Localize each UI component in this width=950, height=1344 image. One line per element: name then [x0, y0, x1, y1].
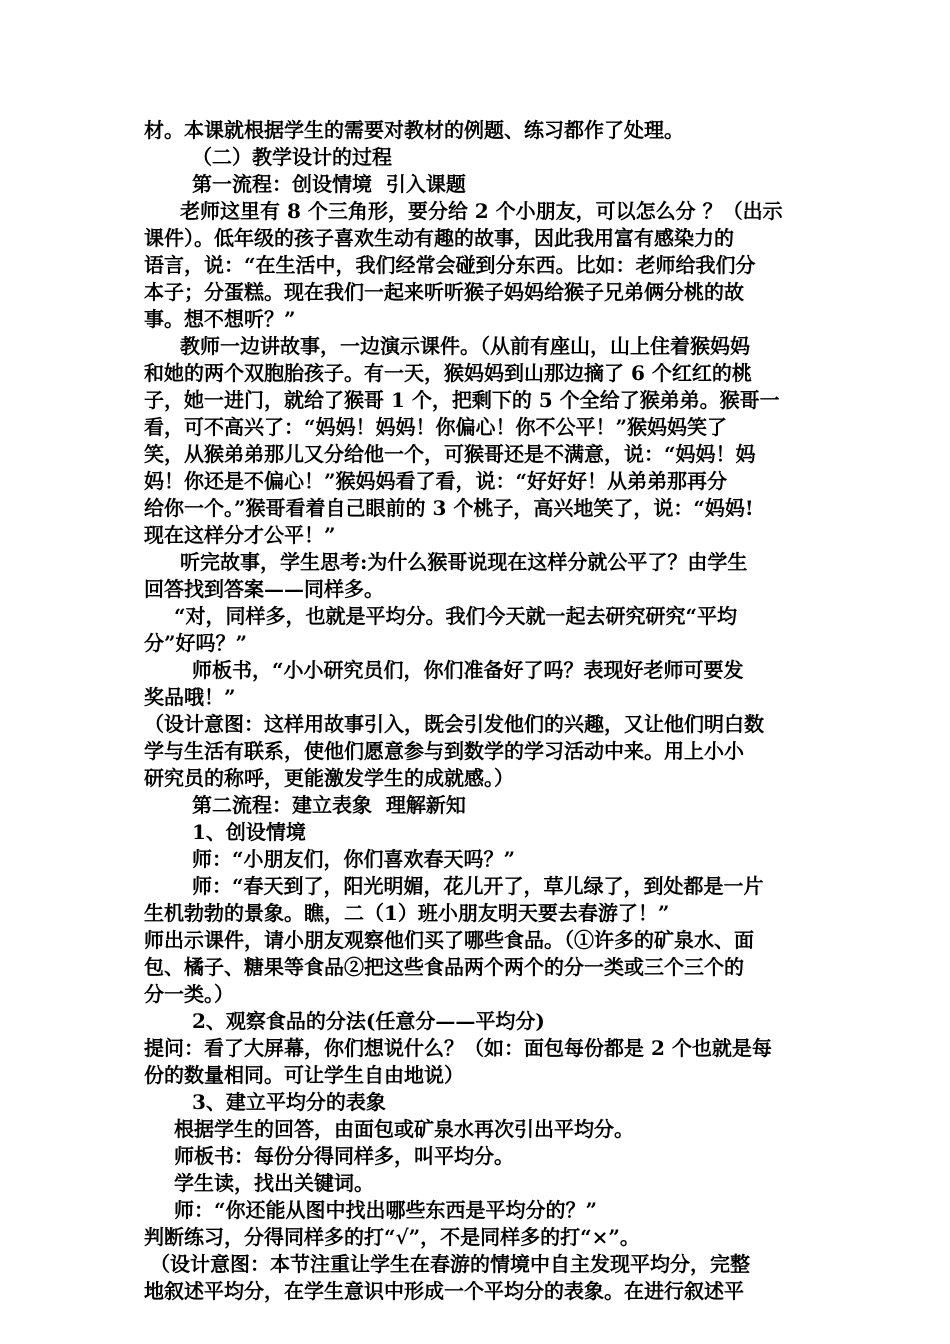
text-line: （二）教学设计的过程 — [192, 145, 392, 169]
text-line: 3、建立平均分的表象 — [192, 1090, 386, 1114]
text-line: 研究员的称呼，更能激发学生的成就感。） — [144, 766, 514, 790]
text-line: 老师这里有 8 个三角形，要分给 2 个小朋友，可以怎么分 ？（出示 — [180, 199, 783, 223]
text-line: 地叙述平均分，在学生意识中形成一个平均分的表象。在进行叙述平 — [144, 1279, 744, 1303]
text-line: 师：“春天到了，阳光明媚，花儿开了，草儿绿了，到处都是一片 — [192, 874, 764, 898]
text-line: 给你一个。”猴哥看着自己眼前的 3 个桃子，高兴地笑了，说：“妈妈! — [144, 496, 754, 520]
text-line: 2、观察食品的分法(任意分——平均分) — [192, 1009, 545, 1033]
text-line: （设计意图：这样用故事引入，既会引发他们的兴趣，又让他们明白数 — [144, 712, 764, 736]
text-line: 包、橘子、糖果等食品②把这些食品两个两个的分一类或三个三个的 — [144, 955, 744, 979]
text-line: 判断练习，分得同样多的打“√”，不是同样多的打“×”。 — [144, 1225, 640, 1249]
text-line: 师板书，“小小研究员们，你们准备好了吗？表现好老师可要发 — [192, 658, 744, 682]
text-line: 教师一边讲故事，一边演示课件。（从前有座山，山上住着猴妈妈 — [180, 334, 750, 358]
text-line: 提问：看了大屏幕，你们想说什么？（如：面包每份都是 2 个也就是每 — [144, 1036, 772, 1060]
text-line: 学与生活有联系，使他们愿意参与到数学的学习活动中来。用上小小 — [144, 739, 744, 763]
text-line: 回答找到答案——同样多。 — [144, 577, 384, 601]
text-line: 材。本课就根据学生的需要对教材的例题、练习都作了处理。 — [144, 118, 684, 142]
text-line: 根据学生的回答，由面包或矿泉水再次引出平均分。 — [174, 1117, 634, 1141]
text-line: 分”好吗？” — [144, 631, 248, 655]
text-line: 子，她一进门，就给了猴哥 1 个，把剩下的 5 个全给了猴弟弟。猴哥一 — [144, 388, 780, 412]
text-line: 师出示课件，请小朋友观察他们买了哪些食品。（①许多的矿泉水、面 — [144, 928, 754, 952]
text-line: 师：“你还能从图中找出哪些东西是平均分的？” — [174, 1198, 598, 1222]
text-line: 份的数量相同。可让学生自由地说） — [144, 1063, 464, 1087]
text-line: 语言，说：“在生活中，我们经常会碰到分东西。比如：老师给我们分 — [144, 253, 756, 277]
text-line: 和她的两个双胞胎孩子。有一天，猴妈妈到山那边摘了 6 个红红的桃 — [144, 361, 752, 385]
text-line: 分一类。） — [144, 982, 234, 1006]
text-line: 生机勃勃的景象。瞧，二（1）班小朋友明天要去春游了！” — [144, 901, 670, 925]
text-line: 课件）。低年级的孩子喜欢生动有趣的故事，因此我用富有感染力的 — [144, 226, 734, 250]
text-line: 事。想不想听？” — [144, 307, 296, 331]
text-line: 妈！你还是不偏心！”猴妈妈看了看，说：“好好好！从弟弟那再分 — [144, 469, 728, 493]
text-line: （设计意图：本节注重让学生在春游的情境中自主发现平均分，完整 — [150, 1252, 750, 1276]
text-line: 本子；分蛋糕。现在我们一起来听听猴子妈妈给猴子兄弟俩分桃的故 — [144, 280, 744, 304]
text-line: 第一流程：创设情境 引入课题 — [192, 172, 466, 196]
text-line: 奖品哦！” — [144, 685, 236, 709]
text-line: 1、创设情境 — [192, 820, 306, 844]
text-line: 笑，从猴弟弟那儿又分给他一个，可猴哥还是不满意，说：“妈妈！妈 — [144, 442, 756, 466]
text-line: 现在这样分才公平！” — [144, 523, 336, 547]
text-line: 看，可不高兴了：“妈妈！妈妈！你偏心！你不公平！”猴妈妈笑了 — [144, 415, 728, 439]
document-body — [144, 117, 808, 1305]
text-line: 学生读，找出关键词。 — [174, 1171, 374, 1195]
text-line: 听完故事，学生思考:为什么猴哥说现在这样分就公平了？由学生 — [180, 550, 748, 574]
text-line: 第二流程：建立表象 理解新知 — [192, 793, 466, 817]
text-line: 师：“小朋友们，你们喜欢春天吗？” — [192, 847, 516, 871]
text-line: 师板书：每份分得同样多，叫平均分。 — [174, 1144, 514, 1168]
text-line: “对，同样多，也就是平均分。我们今天就一起去研究研究“平均 — [174, 604, 738, 628]
